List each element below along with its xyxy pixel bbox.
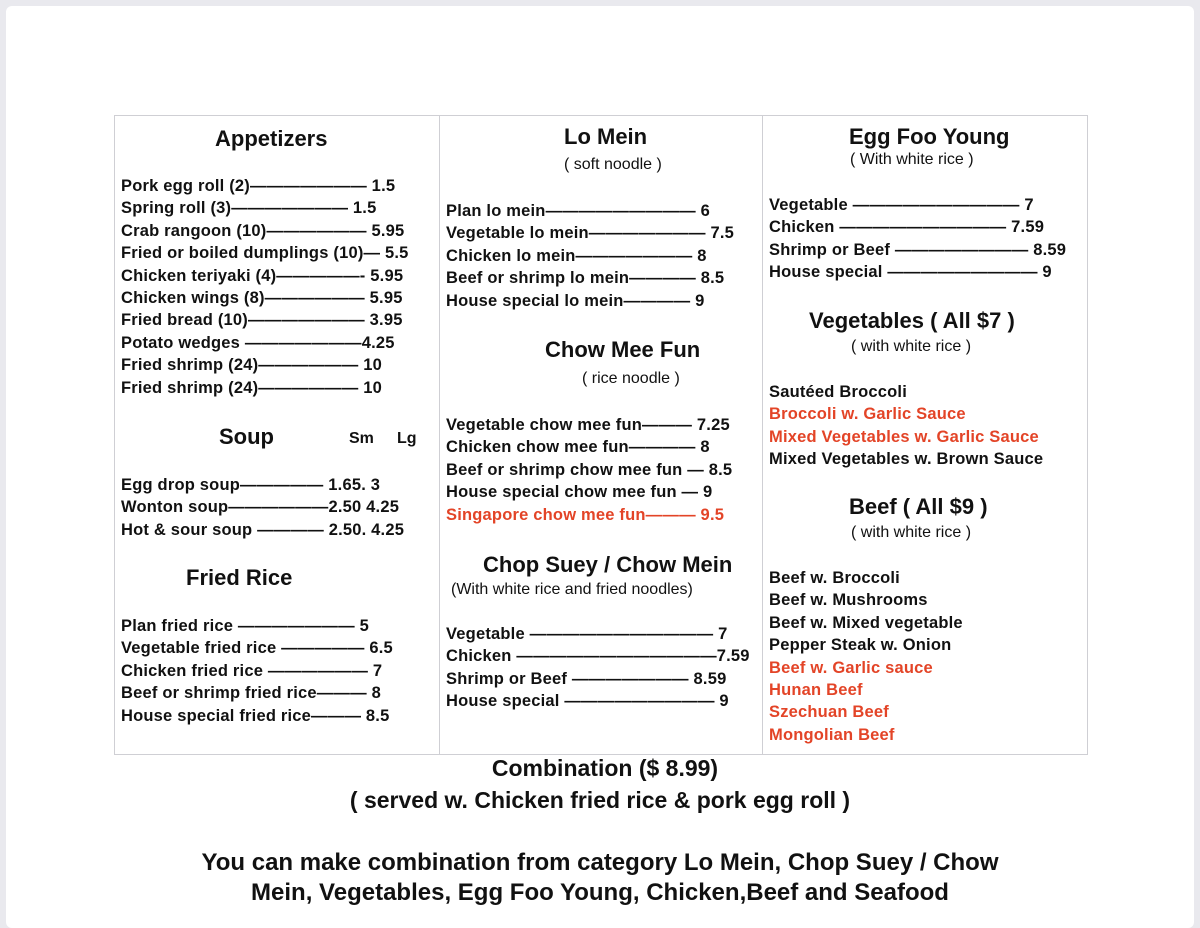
chow-mee-fun-title: Chow Mee Fun — [545, 337, 701, 362]
menu-item: Plan lo mein————————— 6 — [446, 202, 711, 220]
menu-item: Potato wedges ———————4.25 — [121, 333, 395, 352]
menu-item: Pepper Steak w. Onion — [769, 636, 952, 655]
combination-title: Combination ($ 8.99) — [491, 755, 719, 781]
menu-item: Fried shrimp (24)—————— 10 — [121, 378, 382, 397]
menu-item: Wonton soup——————2.50 4.25 — [121, 498, 400, 517]
menu-item: Beef or shrimp chow mee fun — 8.5 — [446, 460, 733, 479]
menu-item: Hot & sour soup ———— 2.50. 4.25 — [121, 520, 405, 539]
combination-note — [0, 848, 1200, 908]
combination-served: ( served w. Chicken fried rice & pork egg roll ) — [349, 787, 851, 813]
menu-item: House special ————————— 9 — [769, 263, 1052, 282]
menu-item: Chicken teriyaki (4)—————- 5.95 — [121, 266, 404, 285]
beef-subtitle: ( with white rice ) — [851, 524, 972, 541]
lo-mein-list — [446, 200, 734, 312]
vegetables-subtitle: ( with white rice ) — [851, 338, 972, 355]
menu-item: Mixed Vegetables w. Garlic Sauce — [769, 427, 1039, 446]
menu-item: Chicken chow mee fun———— 8 — [446, 438, 710, 457]
combination-note-line2: Mein, Vegetables, Egg Foo Young, Chicken,Beef and Seafood — [251, 879, 949, 906]
chop-suey-subtitle: (With white rice and fried noodles) — [451, 581, 693, 598]
menu-item: House special ————————— 9 — [446, 692, 729, 711]
menu-item: Chicken —————————— 7.59 — [769, 218, 1045, 237]
menu-item: Beef w. Mixed vegetable — [769, 613, 963, 632]
lo-mein-subtitle: ( soft noodle ) — [564, 156, 662, 173]
menu-item: House special lo mein———— 9 — [446, 291, 705, 310]
menu-column-left — [115, 116, 440, 754]
egg-foo-young-list — [769, 194, 1066, 284]
menu-item: Vegetable ——————————— 7 — [446, 625, 728, 643]
menu-item: Fried bread (10)——————— 3.95 — [121, 311, 403, 330]
menu-item: Hunan Beef — [769, 681, 863, 700]
menu-item: Beef or shrimp lo mein———— 8.5 — [446, 269, 725, 288]
beef-title: Beef ( All $9 ) — [849, 494, 988, 519]
menu-item: Fried shrimp (24)—————— 10 — [121, 356, 382, 375]
menu-item: Vegetable lo mein——————— 7.5 — [446, 224, 735, 243]
chop-suey-list — [446, 623, 750, 713]
menu-column-middle — [440, 116, 763, 754]
menu-item: Chicken wings (8)—————— 5.95 — [121, 289, 403, 308]
menu-item: Sautéed Broccoli — [769, 383, 907, 401]
chow-mee-fun-subtitle: ( rice noodle ) — [582, 370, 680, 387]
vegetables-list — [769, 381, 1043, 471]
menu-item: Vegetable chow mee fun——— 7.25 — [446, 416, 730, 434]
chop-suey-title: Chop Suey / Chow Mein — [483, 552, 733, 577]
menu-item: Broccoli w. Garlic Sauce — [769, 405, 966, 424]
beef-list — [769, 567, 963, 746]
menu-table — [114, 115, 1088, 755]
chow-mee-fun-list — [446, 414, 732, 526]
menu-item: Pork egg roll (2)——————— 1.5 — [121, 177, 396, 195]
menu-item: Beef w. Broccoli — [769, 569, 900, 587]
menu-item: Chicken ————————————7.59 — [446, 647, 750, 666]
menu-item: Shrimp or Beef ——————— 8.59 — [446, 669, 727, 688]
menu-item: House special chow mee fun — 9 — [446, 483, 713, 502]
menu-item: Vegetable fried rice ————— 6.5 — [121, 639, 393, 658]
menu-item: Szechuan Beef — [769, 703, 889, 722]
combination-note-line1: You can make combination from category Lo Mein, Chop Suey / Chow — [201, 849, 999, 876]
vegetables-title: Vegetables ( All $7 ) — [809, 308, 1015, 333]
menu-column-right — [763, 116, 1087, 754]
menu-item: Plan fried rice ——————— 5 — [121, 617, 369, 635]
egg-foo-young-subtitle: ( With white rice ) — [850, 151, 974, 168]
fried-rice-list — [121, 615, 393, 727]
menu-item: House special fried rice——— 8.5 — [121, 706, 390, 725]
egg-foo-young-title: Egg Foo Young — [849, 124, 1010, 149]
menu-item: Chicken lo mein——————— 8 — [446, 246, 707, 265]
lo-mein-title: Lo Mein — [564, 124, 648, 149]
menu-item: Mongolian Beef — [769, 725, 895, 744]
menu-item: Mixed Vegetables w. Brown Sauce — [769, 450, 1044, 469]
fried-rice-title: Fried Rice — [186, 565, 293, 590]
menu-item: Spring roll (3)——————— 1.5 — [121, 199, 377, 218]
appetizers-list — [121, 175, 409, 399]
soup-sm-label: Sm — [349, 430, 374, 447]
menu-item: Beef w. Mushrooms — [769, 591, 928, 610]
soup-lg-label: Lg — [397, 430, 417, 447]
menu-item: Beef w. Garlic sauce — [769, 658, 933, 677]
menu-item: Chicken fried rice —————— 7 — [121, 661, 383, 680]
soup-title: Soup — [219, 424, 274, 449]
soup-list — [121, 474, 404, 541]
menu-item: Beef or shrimp fried rice——— 8 — [121, 684, 381, 703]
menu-item: Vegetable —————————— 7 — [769, 196, 1034, 214]
appetizers-title: Appetizers — [215, 126, 328, 151]
menu-item: Shrimp or Beef ———————— 8.59 — [769, 240, 1067, 259]
menu-item: Fried or boiled dumplings (10)— 5.5 — [121, 244, 409, 263]
menu-item: Egg drop soup————— 1.65. 3 — [121, 476, 381, 494]
menu-item: Crab rangoon (10)—————— 5.95 — [121, 221, 405, 240]
menu-item: Singapore chow mee fun——— 9.5 — [446, 505, 725, 524]
